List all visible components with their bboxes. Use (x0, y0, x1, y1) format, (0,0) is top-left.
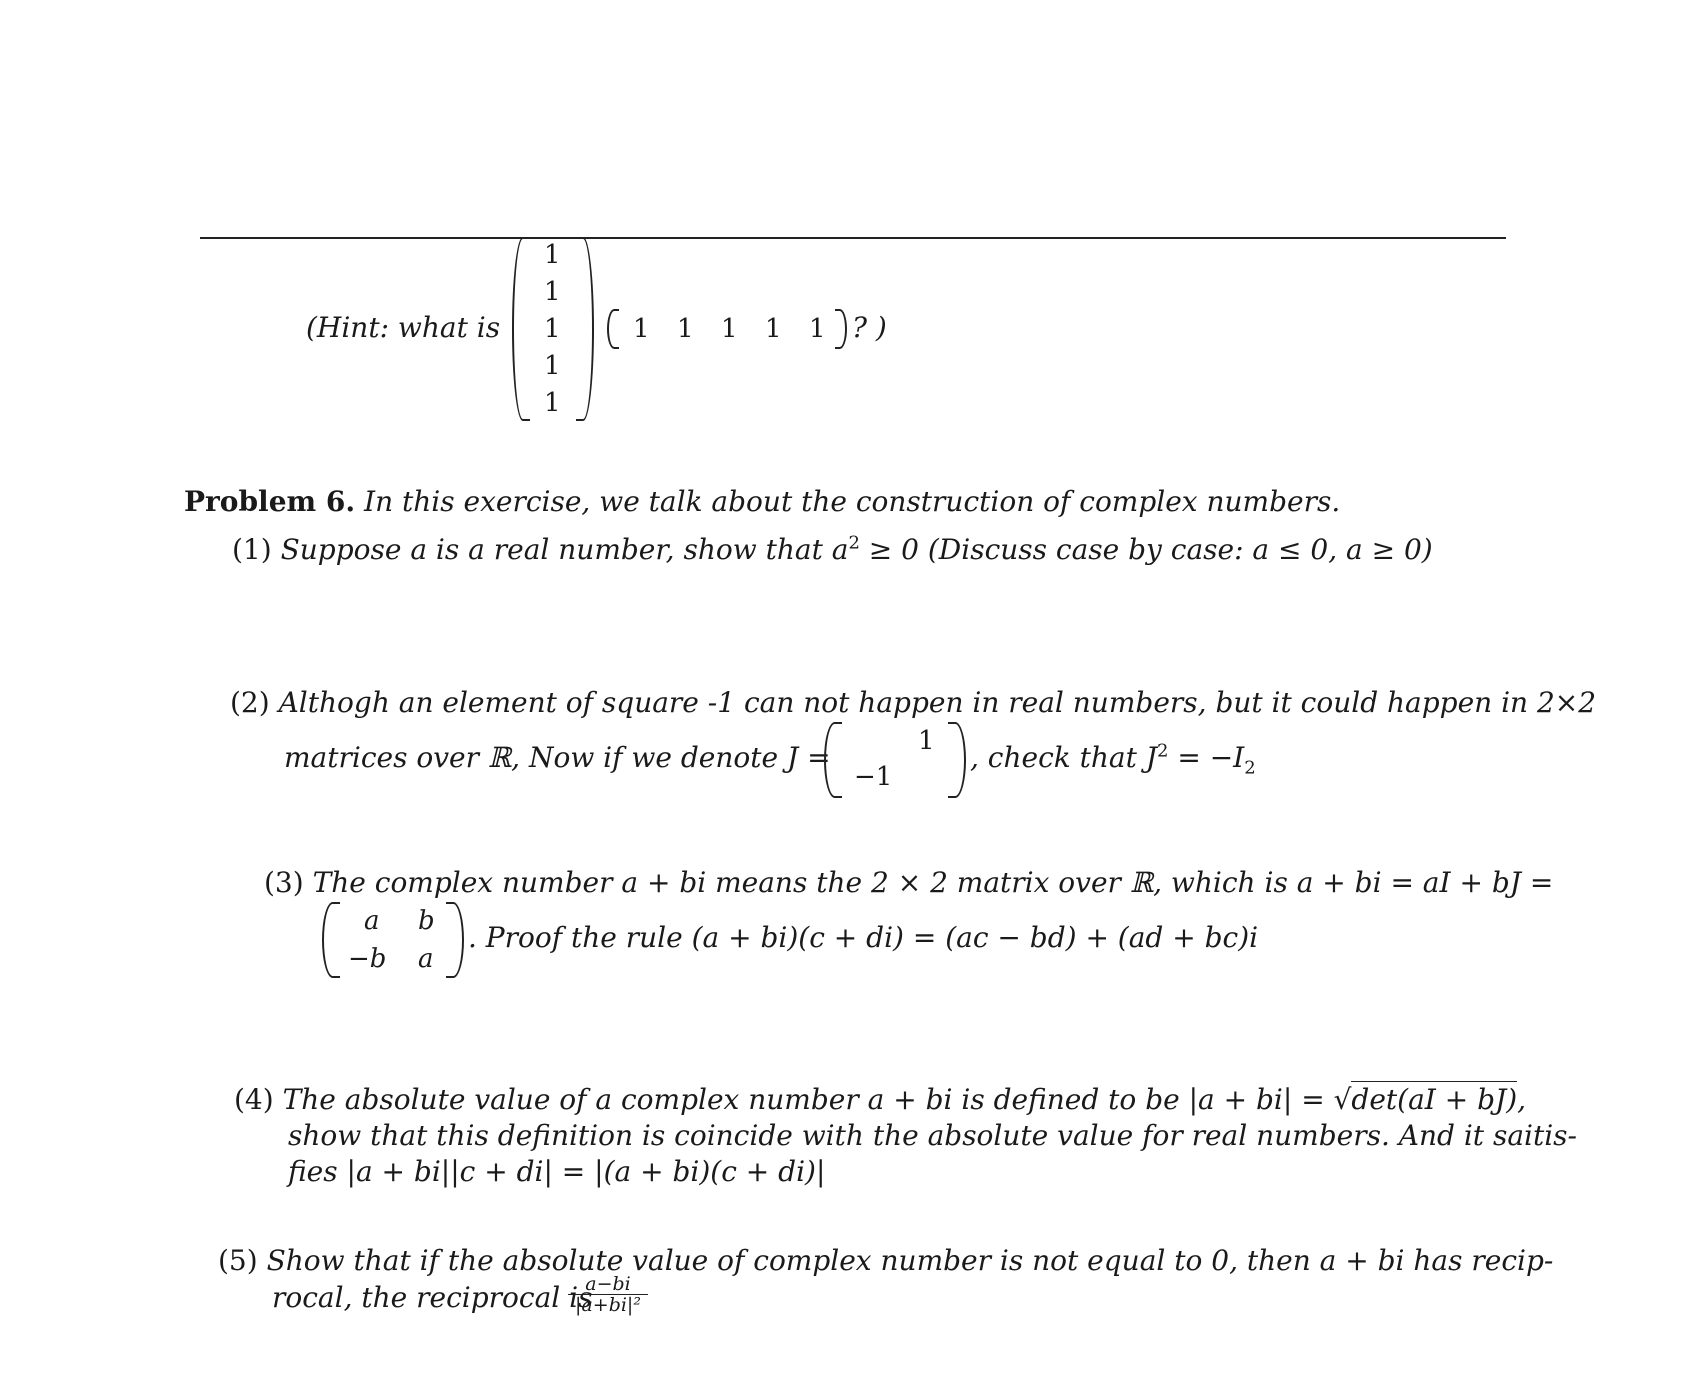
item-number: (2) (230, 686, 270, 719)
item-1-text-b: ≥ 0 (Discuss case by case: a ≤ 0, a ≥ 0) (859, 533, 1433, 566)
fraction-denominator: |a+bi|² (568, 1294, 648, 1315)
item-2-line-2: matrices over ℝ, Now if we denote J = (284, 741, 831, 774)
hint-row-vector (607, 309, 847, 349)
exponent: 2 (1157, 740, 1169, 762)
item-4-line-3: fies |a + bi||c + di| = |(a + bi)(c + di)| (288, 1155, 826, 1188)
problem-label: Problem 6. (184, 485, 356, 518)
reciprocal-fraction (568, 1274, 648, 1315)
item-2-line-2b (970, 740, 1256, 779)
item-number: (1) (232, 533, 272, 566)
row-entry: 1 (809, 314, 826, 344)
hint-column-vector (512, 237, 594, 421)
matrix-entry: 1 (918, 726, 935, 756)
item-4-line-1 (234, 1082, 1526, 1118)
item-3-text: The complex number a + bi means the 2 × 2 matrix over ℝ, which is a + bi = aI + bJ = (312, 866, 1554, 899)
item-4-text: The absolute value of a complex number a + bi is defined to be |a + bi| = (282, 1083, 1334, 1116)
item-4-comma: , (1517, 1083, 1527, 1116)
row-entry: 1 (633, 314, 650, 344)
item-1 (232, 532, 1433, 568)
problem-intro: In this exercise, we talk about the construction of complex numbers. (364, 485, 1341, 518)
subscript: 2 (1244, 757, 1256, 779)
fraction-numerator: a−bi (585, 1273, 631, 1295)
item-2-line-1 (230, 685, 1596, 721)
item-5-line-1 (218, 1243, 1553, 1279)
item-2-text: Althogh an element of square -1 can not happen in real numbers, but it could happen in 2×2 (278, 686, 1597, 719)
matrix-complex (322, 902, 464, 978)
row-entry: 1 (765, 314, 782, 344)
item-1-text: Suppose a is a real number, show that a (280, 533, 849, 566)
matrix-entry: a (364, 906, 380, 936)
item-number: (5) (218, 1244, 258, 1277)
hint-suffix: ? ) (852, 311, 887, 344)
exponent: 2 (848, 532, 860, 554)
matrix-entry: a (418, 944, 434, 974)
matrix-entry: −b (348, 944, 387, 974)
matrix-entry: b (418, 906, 435, 936)
col-entry: 1 (544, 240, 561, 270)
item-3-line-1 (264, 865, 1553, 901)
problem-heading (184, 484, 1340, 520)
item-5-text: Show that if the absolute value of complex number is not equal to 0, then a + bi has recip- (266, 1244, 1554, 1277)
col-entry: 1 (544, 277, 561, 307)
check-text-b: = −I (1168, 741, 1245, 774)
sqrt-symbol: √ (1333, 1083, 1352, 1116)
col-entry: 1 (544, 314, 561, 344)
row-entry: 1 (721, 314, 738, 344)
item-number: (4) (234, 1083, 274, 1116)
matrix-entry: −1 (854, 762, 893, 792)
check-text: , check that J (970, 741, 1157, 774)
item-4-line-2: show that this definition is coincide with the absolute value for real numbers. And it saitis- (288, 1119, 1578, 1152)
sqrt-body: det(aI + bJ) (1351, 1083, 1518, 1116)
header-rule (200, 237, 1506, 239)
col-entry: 1 (544, 351, 561, 381)
item-3-line-2: . Proof the rule (a + bi)(c + di) = (ac − bd) + (ad + bc)i (468, 921, 1259, 954)
hint-prefix: (Hint: what is (306, 311, 501, 344)
item-5-line-2: rocal, the reciprocal is (272, 1281, 593, 1314)
matrix-J (824, 722, 966, 798)
col-entry: 1 (544, 388, 561, 418)
item-number: (3) (264, 866, 304, 899)
row-entry: 1 (677, 314, 694, 344)
